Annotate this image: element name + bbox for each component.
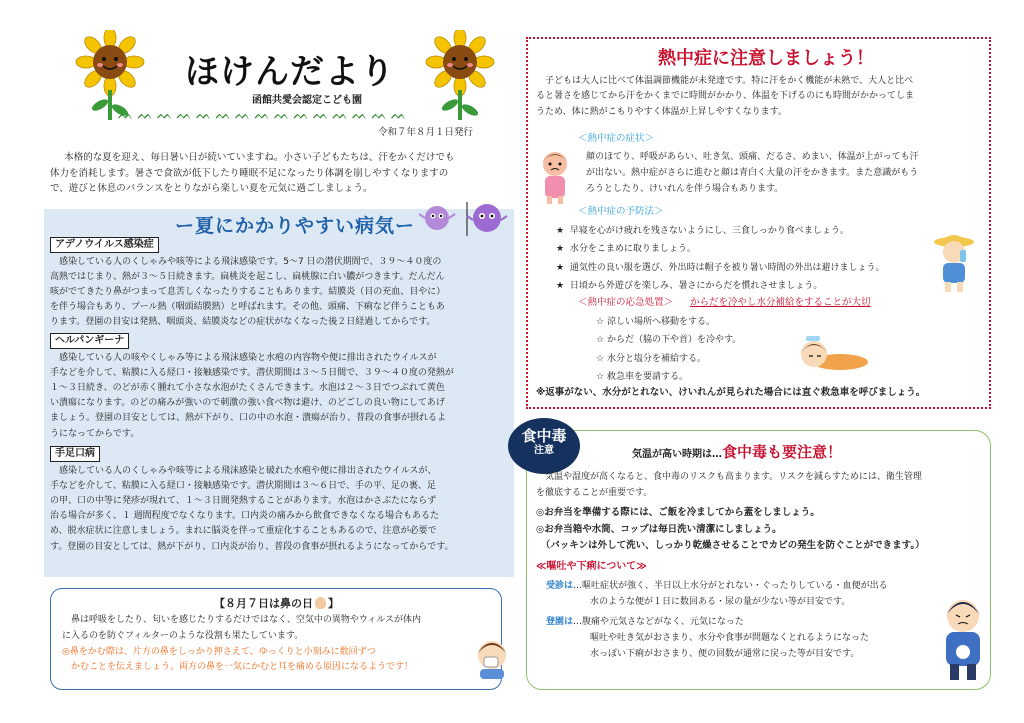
intro-text: 本格的な夏を迎え、毎日暑い日が続いていますね。小さい子どもたちは、汗をかくだけでも 体力を消耗します。暑さで食欲が低下したり睡眠不足になったり体調を崩しやすくなりますの で、遊びと休息のバランスをとりながら楽しい夏を元気に過ごしましょう。	[50, 152, 455, 195]
star-outline-icon: ☆	[596, 317, 605, 327]
star-outline-icon: ☆	[596, 372, 605, 383]
first-aid-label: ＜熱中症の応急処置＞	[578, 297, 674, 308]
nose-day-text: 鼻は呼吸をしたり、匂いを感じたりするだけではなく、空気中の異物やウィルスが体内 に入るのを防ぐフィルターのような役割も果たしています。 ◎鼻をかむ際は、片方の鼻をしっかり押さえて、ゆっくりと小刻みに数回ずつ かむことを伝えましょう。両方の鼻を一気にかむと耳を痛める原因になるようです！	[62, 615, 422, 673]
star-outline-icon: ☆	[596, 353, 605, 364]
food-poisoning-title: 気温が高い時期は…食中毒も要注意！	[632, 443, 843, 461]
first-aid-key: からだを冷やし水分補給をすることが大切	[690, 297, 871, 308]
consult-guideline: 受診は…嘔吐症状が強く、半日以上水分がとれない・ぐったりしている・血便が出る 水のような便が１日に数回ある・尿の量が少ない等が目安です。	[546, 581, 888, 608]
school-name: 函館共愛会認定こども園	[252, 95, 362, 106]
vomit-diarrhea-label: ≪嘔吐や下痢について≫	[536, 561, 647, 572]
symptoms-label: ＜熱中症の症状＞	[578, 133, 655, 144]
first-aid-item: ☆ 水分と塩分を補給する。	[596, 353, 706, 364]
star-icon: ★	[556, 281, 565, 292]
first-aid-item: ☆ 涼しい場所へ移動をする。	[596, 317, 715, 327]
food-poisoning-intro: 気温や湿度が高くなると、食中毒のリスクも高まります。リスクを減らすためには、衛生管理 を徹底することが重要です。	[536, 472, 922, 498]
nose-day-title: 【８月７日は鼻の日 】	[214, 597, 339, 610]
star-icon: ★	[556, 262, 565, 273]
disease-adeno: アデノウイルス感染症 感染している人のくしゃみや咳等による飛沫感染です。5～7 日の潜伏期間で、３９～４０度の 高熱ではじまり、熱が３～５日続きます。扁桃炎を起こし、扁桃腺に白い膿がつきます。だんだん 咳がでてきたり鼻がつまって息苦しくなったりすることもあります。結膜炎（目の充血、目やに） を伴う場合もあり、プール熱（咽頭結膜熱）と呼ばれます。その他、頭痛、下痢など伴うこともあ ります。登園の目安は発熱、咽頭炎、結膜炎などの症状がなくなった後２日経過してからです。	[50, 239, 446, 328]
attend-guideline: 登園は…腹痛や元気さなどがなく、元気になった 嘔吐や吐き気がおさまり、水分や食事が問題なくとれるようになった 水っぽい下痢がおさまり、便の回数が通常に戻った等が目安です。	[546, 617, 870, 660]
prevention-label: ＜熱中症の予防法＞	[578, 206, 664, 217]
virus-characters-illustration	[415, 198, 510, 238]
drinking-child-illustration	[930, 232, 978, 294]
first-aid-list	[596, 313, 806, 387]
prevention-list	[556, 222, 936, 296]
heatstroke-intro: 子どもは大人に比べて体温調節機能が未発達です。特に汗をかく機能が未熟で、大人と比べ ると暑さを感じてから汗をかくまでに時間がかかり、体温を下げるのにも時間がかかってしま うため、体に熱がこもりやすく体温が上昇しやすくなります。	[536, 76, 915, 117]
first-aid-item: ☆ からだ（脇の下や首）を冷やす。	[596, 335, 742, 346]
first-aid-header	[578, 296, 871, 311]
disease-herpangina: ヘルパンギーナ 感染している人の咳やくしゃみ等による飛沫感染と水疱の内容物や便に排出されたウイルスが 手などを介して、粘膜に入る経口・接触感染です。潜伏期間は３～５日間で、３９～４０度の発熱が １～３日続き、のどが赤く腫れて小さな水泡がたくさんできます。水泡は２～３日でつぶれて黄色 い潰瘍になります。のどの痛みが強いので刺激の強い食べ物は避け、のどごしの良い物にしてあげ ましょう。登園の目安としては、熱が下がり、口の中の水泡・潰瘍が治り、普段の食事が摂れるよ うになってからです。	[50, 335, 454, 439]
sick-child-illustration	[938, 592, 988, 682]
star-icon: ★	[556, 226, 565, 236]
food-poisoning-tips: ◎お弁当を準備する際には、ご飯を冷ましてから蓋をしましょう。 ◎お弁当箱や水筒、コップは毎日洗い清潔にしましょう。 （パッキンは外して洗い、しっかり乾燥させることでカビの発生を防ぐことができます。）	[536, 507, 925, 552]
disease-name-hfmd: 手足口病	[50, 446, 100, 462]
food-poisoning-badge	[508, 418, 580, 474]
star-icon: ★	[556, 244, 565, 255]
disease-name-herpangina: ヘルパンギーナ	[50, 333, 129, 349]
hot-child-illustration	[535, 148, 575, 204]
star-outline-icon: ☆	[596, 335, 605, 346]
sunflower-right-illustration	[420, 30, 500, 122]
prevention-item: ★ 通気性の良い服を選び、外出時は帽子を被り暑い時間の外出は避けましょう。	[556, 262, 885, 273]
symptoms-text: 顔のほてり、呼吸があらい、吐き気、頭痛、だるさ、めまい、体温が上がっても汗 が出ない。熱中症がさらに進むと顔は青白く大量の汗をかきます。また意識がもう ろうとしたり、けいれんを伴う場合もあります。	[586, 152, 919, 194]
disease-name-adeno: アデノウイルス感染症	[50, 237, 159, 253]
heatstroke-warning: ※返事がない、水分がとれない、けいれんが見られた場合には直ぐ救急車を呼びましょう。	[536, 387, 926, 398]
prevention-item: ★ 日頃から外遊びを楽しみ、暑さにからだを慣れさせましょう。	[556, 281, 823, 292]
first-aid-item: ☆ 救急車を要請する。	[596, 372, 688, 383]
heatstroke-title: 熱中症に注意しましょう！	[658, 48, 874, 69]
prevention-item: ★ 水分をこまめに取りましょう。	[556, 244, 696, 255]
grass-decoration: ᨓᨓᨓᨓᨓᨓᨓᨓᨓᨓᨓᨓᨓᨓᨓ	[118, 108, 411, 123]
diseases-title: ー夏にかかりやすい病気ー	[175, 215, 416, 237]
prevention-item: ★ 早寝を心がけ疲れを残さないようにし、三食しっかり食べましょう。	[556, 226, 849, 236]
badge-main-text: 食中毒	[521, 427, 567, 445]
badge-sub-text: 注意	[534, 445, 554, 456]
lying-child-illustration	[796, 330, 870, 372]
page-title: ほけんだより	[185, 52, 395, 92]
disease-hfmd: 手足口病 感染している人のくしゃみや咳等による飛沫感染と破れた水疱や便に排出されたウイルスが、 手などを介して、粘膜に入る経口・接触感染です。潜伏期間は３～６日で、手の平、足の裏、足 の甲、口の中等に発疹が現れて、１～３日間発熱することがあります。水泡はかさぶたにならず 治る場合が多く、１ 週間程度でなくなります。口内炎の痛みから飲食できなくなる場合もあるた め、脱水症状に注意しましょう。まれに脳炎を伴って重症化することもあるので、注意が必要で す。登園の目安としては、熱が下がり、口内炎が治り、普段の食事が摂れるようになってからです。	[50, 448, 454, 552]
nose-icon	[315, 597, 326, 609]
issue-date: 令和７年８月１日発行	[378, 127, 474, 138]
child-blowing-nose-illustration	[470, 635, 514, 679]
